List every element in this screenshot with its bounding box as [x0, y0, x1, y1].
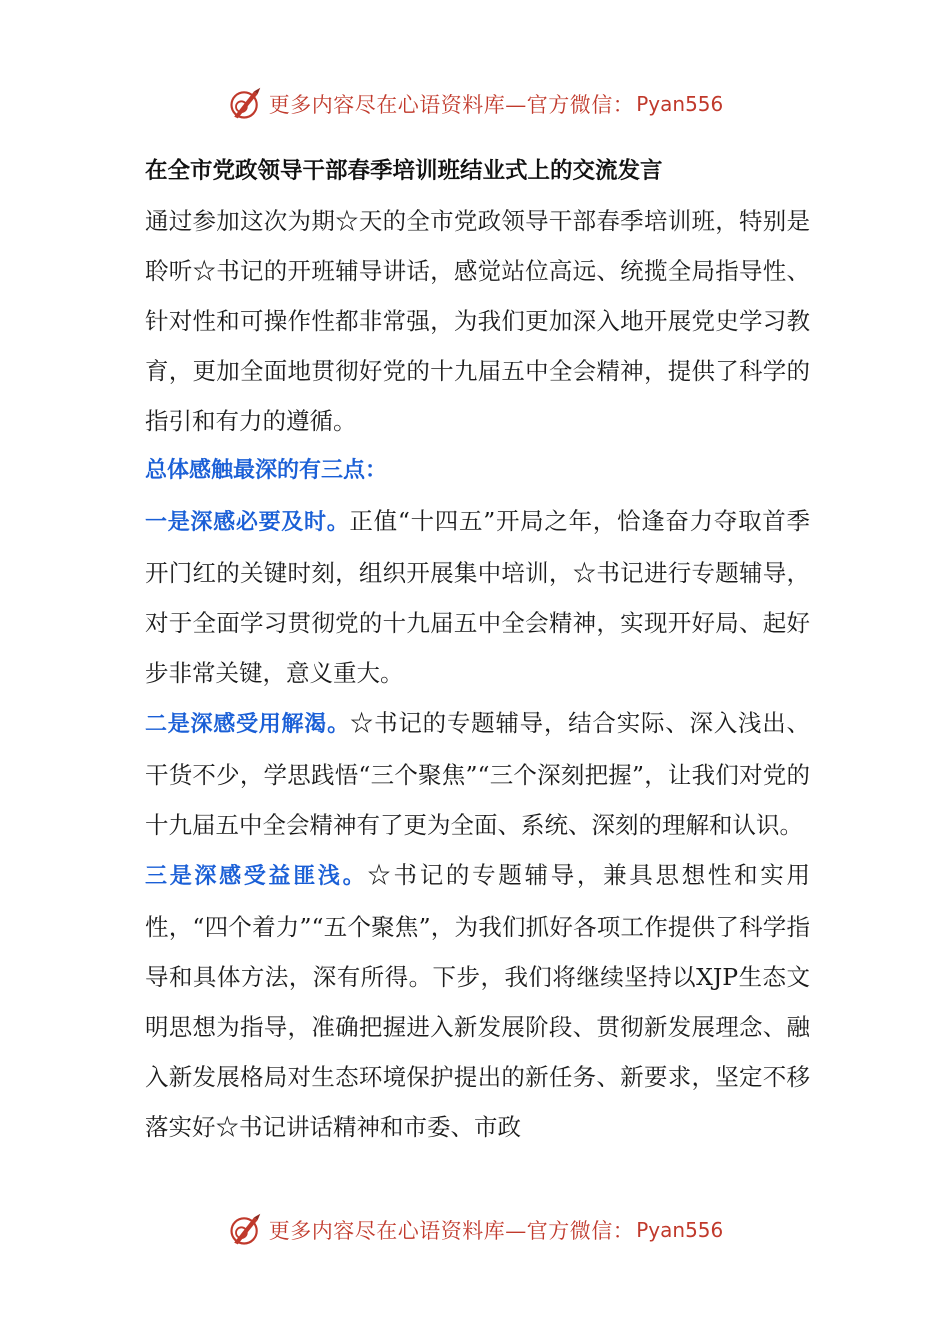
point-paragraph [145, 496, 810, 698]
footer-banner [0, 1208, 950, 1252]
document-title: 在全市党政领导干部春季培训班结业式上的交流发言 [145, 158, 663, 184]
header-banner [0, 82, 950, 126]
point-body: ☆书记的专题辅导，兼具思想性和实用性，“四个着力”“五个聚焦”，为我们抓好各项工作提供了科学指导和具体方法，深有所得。下步，我们将继续坚持以XJP生态文明思想为指导，准确把握进入新发展阶段、贯彻新发展理念、融入新发展格局对生态环境保护提出的新任务、新要求，坚定不移落实好☆书记讲话精神和市委、市政 [145, 861, 810, 1141]
point-paragraph [145, 850, 810, 1152]
quill-pen-logo-icon [227, 1212, 263, 1248]
document-body [145, 146, 810, 1152]
point-lead: 三是深感受益匪浅。 [145, 864, 368, 889]
point-paragraph [145, 698, 810, 850]
point-body: ☆书记的专题辅导，结合实际、深入浅出、干货不少，学思践悟“三个聚焦”“三个深刻把握”，让我们对党的十九届五中全会精神有了更为全面、系统、深刻的理解和认识。 [145, 709, 810, 839]
summary-heading: 总体感触最深的有三点： [145, 458, 388, 483]
banner-contact: Pyan556 [636, 92, 724, 116]
intro-paragraph: 通过参加这次为期☆天的全市党政领导干部春季培训班，特别是聆听☆书记的开班辅导讲话，感觉站位高远、统揽全局指导性、针对性和可操作性都非常强，为我们更加深入地开展党史学习教育，更加全面地贯彻好党的十九届五中全会精神，提供了科学的指引和有力的遵循。 [145, 207, 810, 435]
banner-text: 更多内容尽在心语资料库—官方微信： [268, 93, 635, 117]
point-lead: 一是深感必要及时。 [145, 510, 350, 535]
banner-text: 更多内容尽在心语资料库—官方微信： [268, 1219, 635, 1243]
point-lead: 二是深感受用解渴。 [145, 712, 350, 737]
quill-pen-logo-icon [227, 86, 263, 122]
point-body: 正值“十四五”开局之年，恰逢奋力夺取首季开门红的关键时刻，组织开展集中培训，☆书记进行专题辅导，对于全面学习贯彻党的十九届五中全会精神，实现开好局、起好步非常关键，意义重大。 [145, 507, 810, 687]
banner-contact: Pyan556 [636, 1218, 724, 1242]
